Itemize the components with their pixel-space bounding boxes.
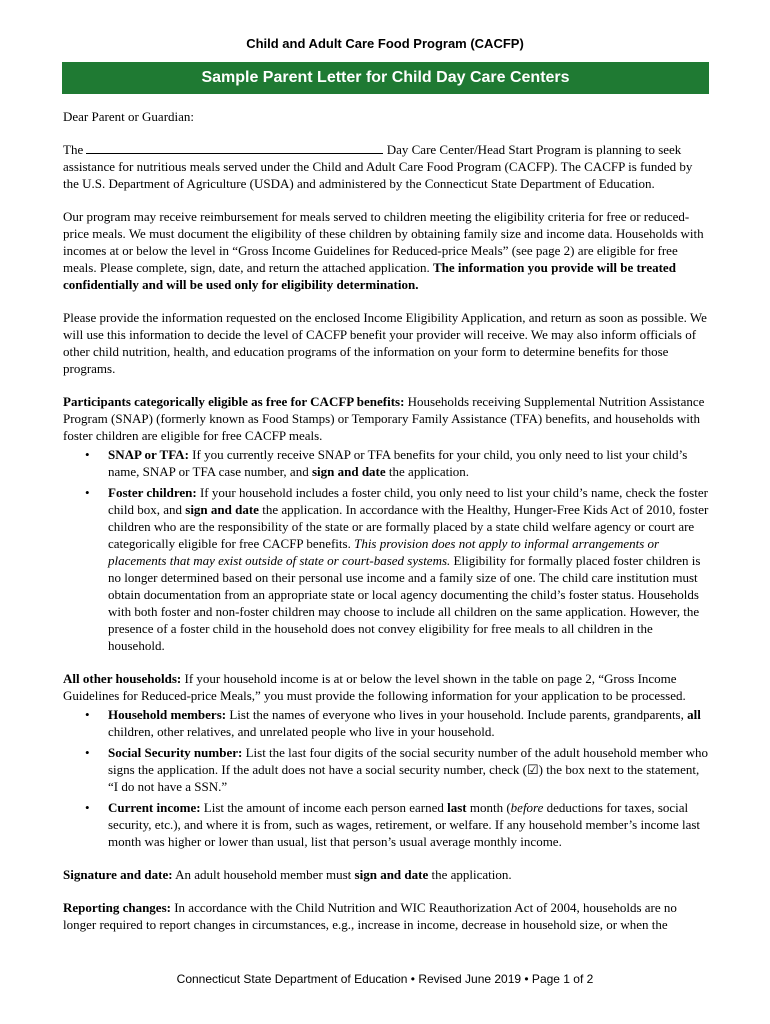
page-footer: Connecticut State Department of Education • Revised June 2019 • Page 1 of 2 xyxy=(176,972,594,986)
list-item-foster: • Foster children: If your household includes a foster child, you only need to list your child’s name, check the foster child box, and sign and date the application. In accordance with the Healthy, Hunger-Free Kids Act of 2010, foster children who are the responsibility of the state or are formally placed by a state child welfare agency or court are categorically eligible for free CACFP benefits. This provision does not apply to informal arrangements or placements that may exist outside of state or court-based systems. Eligibility for formally placed foster children is no longer determined based on their personal use income and a family size of one. The child care institution must obtain documentation from an appropriate state or local agency documenting the child’s foster status. Households with both foster and non-foster children may choose to include all children on the same application. However, the presence of a foster child in the household does not convey eligibility for free meals to all children in the household. xyxy=(85,485,709,653)
bullet-icon: • xyxy=(85,447,90,462)
paragraph-reimbursement: Our program may receive reimbursement for meals served to children meeting the eligibility criteria for free or reduced-price meals. We must document the eligibility of these children by obtaining family size and income data. Households with incomes at or below the level in “Gross Income Guidelines for Reduced-price Meals” (see page 2) are eligible for free meals. Please complete, sign, date, and return the attached application. The information you provide will be treated confidentially and will be used only for eligibility determination. xyxy=(63,209,704,292)
program-name-blank-line xyxy=(86,142,383,154)
list-item-snap: • SNAP or TFA: If you currently receive SNAP or TFA benefits for your child, you only need to list your child’s name, SNAP or TFA case number, and sign and date the application. xyxy=(85,447,688,479)
paragraph-application: Please provide the information requested on the enclosed Income Eligibility Application, and return as soon as possible. We will use this information to decide the level of CACFP benefit your provider will receive. We may also inform officials of other child nutrition, health, and education programs of the information on your form to determine benefits for those programs. xyxy=(63,310,707,376)
categorical-bullet-list xyxy=(63,446,711,654)
bullet-icon: • xyxy=(85,800,90,815)
paragraph-other-households: All other households: If your household income is at or below the level shown in the table on page 2, “Gross Income Guidelines for Reduced-price Meals,” you must provide the following information for your application to be processed. xyxy=(63,671,686,703)
bullet-icon: • xyxy=(85,707,90,722)
list-item-ssn: • Social Security number: List the last four digits of the social security number of the adult household member who signs the application. If the adult does not have a social security number, check (☑) the box next to the statement, “I do not have a SSN.” xyxy=(85,745,709,794)
bullet-icon: • xyxy=(85,745,90,760)
paragraph-signature: Signature and date: An adult household member must sign and date the application. xyxy=(63,867,512,882)
paragraph-categorical: Participants categorically eligible as free for CACFP benefits: Households receiving Supplemental Nutrition Assistance Program (SNAP) (formerly known as Food Stamps) or Temporary Family Assistance (TFA) benefits, and households with foster children are eligible for free CACFP meals. xyxy=(63,394,705,443)
letter-body xyxy=(63,108,711,949)
banner-title: Sample Parent Letter for Child Day Care Centers xyxy=(62,62,709,94)
paragraph-intro: The Day Care Center/Head Start Program is planning to seek assistance for nutritious meals served under the Child and Adult Care Food Program (CACFP). The CACFP is funded by the U.S. Department of Agriculture (USDA) and administered by the Connecticut State Department of Education. xyxy=(63,142,693,191)
program-title: Child and Adult Care Food Program (CACFP) xyxy=(246,36,524,51)
paragraph-reporting-changes: Reporting changes: In accordance with the Child Nutrition and WIC Reauthorization Act of 2004, households are no longer required to report changes in circumstances, e.g., increase in income, decrease in household size, or when the xyxy=(63,900,677,932)
salutation: Dear Parent or Guardian: xyxy=(63,109,195,124)
other-bullet-list xyxy=(63,706,711,850)
bullet-icon: • xyxy=(85,485,90,500)
list-item-current-income: • Current income: List the amount of income each person earned last month (before deductions for taxes, social security, etc.), and where it is from, such as wages, retirement, or welfare. If any household member’s income last month was higher or lower than usual, list that person’s usual average monthly income. xyxy=(85,800,701,849)
list-item-household-members: • Household members: List the names of everyone who lives in your household. Include parents, grandparents, all children, other relatives, and unrelated people who live in your household. xyxy=(85,707,701,739)
